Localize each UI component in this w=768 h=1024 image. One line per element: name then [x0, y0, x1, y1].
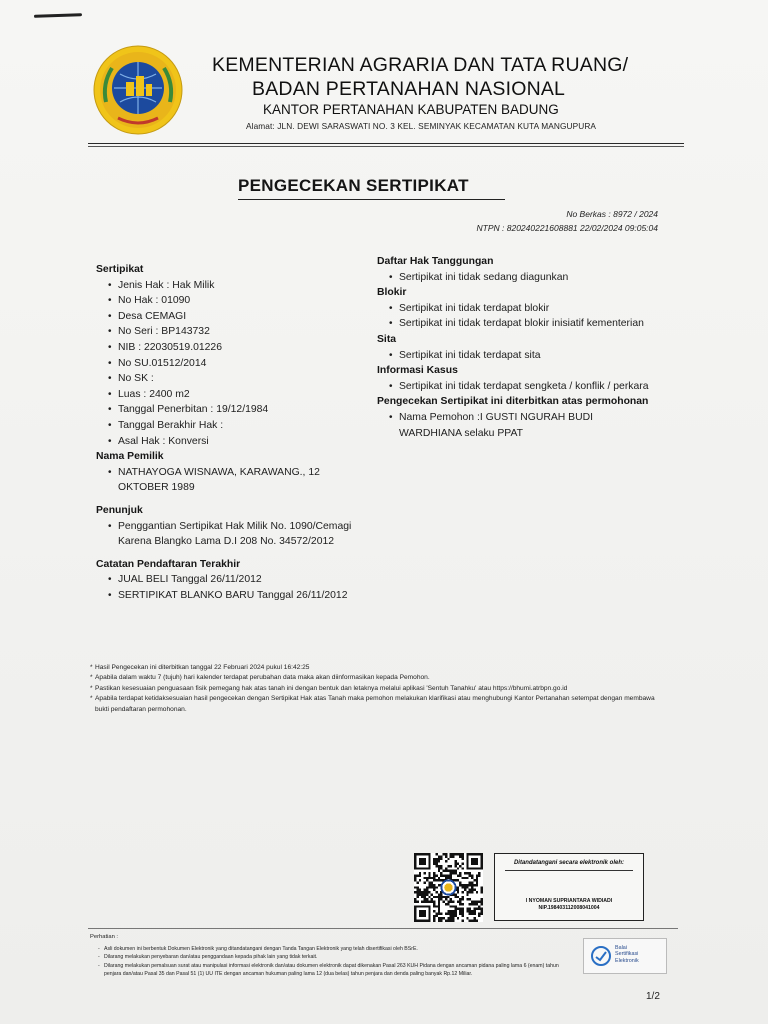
- list-item: • Sertipikat ini tidak terdapat blokir: [389, 301, 657, 317]
- header-divider-thin: [88, 146, 684, 147]
- section-heading-pemilik: Nama Pemilik: [96, 451, 164, 463]
- kasus-list: [377, 379, 657, 395]
- blokir-list: [377, 301, 657, 332]
- section-heading-blokir: Blokir: [377, 287, 407, 299]
- sita-list: [377, 348, 657, 364]
- list-item: • Penggantian Sertipikat Hak Milik No. 1090/Cemagi Karena Blangko Lama D.I 208 No. 34572/2012: [108, 519, 361, 550]
- list-item: • Jenis Hak : Hak Milik: [108, 278, 361, 294]
- footer-note-item: - Dilarang melakukan penyebaran dan/atau penggandaan kepada pihak lain yang tidak terkait.: [98, 953, 576, 961]
- bsre-label: Balai Sertifikasi Elektronik: [615, 945, 639, 964]
- footer-note-item: - Dilarang melakukan pemalsuan surat atau manipulasi informasi elektronik dan/atau dokumen elektronik dapat dikenakan Pasal 263 KUH Pidana dengan ancaman pidana paling lama 6 (enam) tahun penjara dan/atau Pasal 35 dan Pasal 51 (1) UU ITE dengan ancaman hukuman paling lama 12 (dua belas) tahun penjara dan denda paling banyak Rp.12 Miliar.: [98, 962, 576, 979]
- list-item: • Sertipikat ini tidak sedang diagunkan: [389, 270, 657, 286]
- header-ministry: KEMENTERIAN AGRARIA DAN TATA RUANG/: [212, 54, 629, 76]
- header-agency: BADAN PERTANAHAN NASIONAL: [252, 78, 566, 100]
- qr-code-icon: [414, 853, 483, 922]
- list-item: • SERTIPIKAT BLANKO BARU Tanggal 26/11/2012: [108, 588, 361, 604]
- electronic-signature-box: [494, 853, 644, 921]
- list-item: • Nama Pemohon :I GUSTI NGURAH BUDI WARDHIANA selaku PPAT: [389, 410, 657, 441]
- section-heading-penunjuk: Penunjuk: [96, 504, 143, 516]
- note-item: * Apabila dalam waktu 7 (tujuh) hari kalender terdapat perubahan data maka akan diinformasikan kepada Pemohon.: [90, 673, 670, 683]
- penunjuk-list: [96, 519, 361, 550]
- list-item: • No Hak : 01090: [108, 293, 361, 309]
- list-item: • Sertipikat ini tidak terdapat sita: [389, 348, 657, 364]
- list-item: • NIB : 22030519.01226: [108, 340, 361, 356]
- note-item: * Apabila terdapat ketidaksesuaian hasil pengecekan dengan Sertipikat Hak atas Tanah maka pemohon melakukan klarifikasi atau menghubungi Kantor Pertanahan setempat dengan membawa bukti pendaftaran permohonan.: [90, 694, 670, 715]
- tanggungan-list: [377, 270, 657, 286]
- section-heading-catatan: Catatan Pendaftaran Terakhir: [96, 558, 241, 570]
- page-number: 1/2: [646, 991, 660, 1002]
- list-item: • Asal Hak : Konversi: [108, 434, 361, 450]
- pemohon-list: [377, 410, 657, 441]
- list-item: • Desa CEMAGI: [108, 309, 361, 325]
- signature-label: Ditandatangani secara elektronik oleh:: [513, 860, 625, 866]
- bsre-badge: [583, 938, 667, 974]
- bsre-logo-icon: [590, 945, 612, 967]
- section-heading-pemohon: Pengecekan Sertipikat ini diterbitkan atas permohonan: [377, 396, 649, 408]
- title-underline: [238, 199, 505, 200]
- list-item: • NATHAYOGA WISNAWA, KARAWANG., 12 OKTOBER 1989: [108, 465, 361, 496]
- list-item: • JUAL BELI Tanggal 26/11/2012: [108, 572, 361, 588]
- catatan-list: [96, 572, 361, 603]
- note-item: * Hasil Pengecekan ini diterbitkan tanggal 22 Februari 2024 pukul 16:42:25: [90, 663, 670, 673]
- pemilik-list: [96, 465, 361, 496]
- list-item: • Tanggal Berakhir Hak :: [108, 418, 361, 434]
- section-heading-tanggungan: Daftar Hak Tanggungan: [377, 256, 494, 267]
- header-divider: [88, 143, 684, 144]
- list-item: • No SU.01512/2014: [108, 356, 361, 372]
- section-heading-sita: Sita: [377, 333, 397, 345]
- signature-divider: [505, 870, 633, 871]
- section-heading-sertipikat: Sertipikat: [96, 264, 144, 275]
- disclaimer-notes: [90, 663, 670, 715]
- header-office: KANTOR PERTANAHAN KABUPATEN BADUNG: [263, 102, 559, 117]
- sertipikat-list: [96, 278, 361, 450]
- section-heading-kasus: Informasi Kasus: [377, 365, 458, 377]
- footer-heading: Perhatian :: [90, 934, 119, 940]
- signer-nip: NIP.198403112008041004: [538, 905, 600, 911]
- list-item: • Sertipikat ini tidak terdapat blokir inisiatif kementerian: [389, 316, 657, 332]
- ntpn-number: NTPN : 820240221608881 22/02/2024 09:05:04: [476, 223, 658, 233]
- right-column: [377, 254, 657, 441]
- list-item: • No SK :: [108, 371, 361, 387]
- list-item: • No Seri : BP143732: [108, 324, 361, 340]
- document-title: PENGECEKAN SERTIPIKAT: [238, 176, 469, 195]
- note-item: * Pastikan kesesuaian penguasaan fisik pemegang hak atas tanah ini dengan bentuk dan letaknya melalui aplikasi 'Sentuh Tanahku' atau https://bhumi.atrbpn.go.id: [90, 684, 670, 694]
- header-address: Alamat: JLN. DEWI SARASWATI NO. 3 KEL. SEMINYAK KECAMATAN KUTA MANGUPURA: [246, 121, 597, 131]
- footer-divider: [88, 928, 678, 929]
- scan-pen-mark: [34, 13, 82, 18]
- bpn-emblem-logo: [92, 44, 184, 136]
- list-item: • Luas : 2400 m2: [108, 387, 361, 403]
- signer-name: I NYOMAN SUPRIANTARA WIDIADI: [525, 898, 613, 904]
- list-item: • Tanggal Penerbitan : 19/12/1984: [108, 402, 361, 418]
- footer-notes: [98, 945, 576, 979]
- left-column: [96, 262, 361, 603]
- berkas-number: No Berkas : 8972 / 2024: [566, 209, 658, 219]
- list-item: • Sertipikat ini tidak terdapat sengketa / konflik / perkara: [389, 379, 657, 395]
- footer-note-item: - Asli dokumen ini berbentuk Dokumen Elektronik yang ditandatangani dengan Tanda Tangan Elektronik yang telah disertifikasi oleh BSrE.: [98, 945, 576, 953]
